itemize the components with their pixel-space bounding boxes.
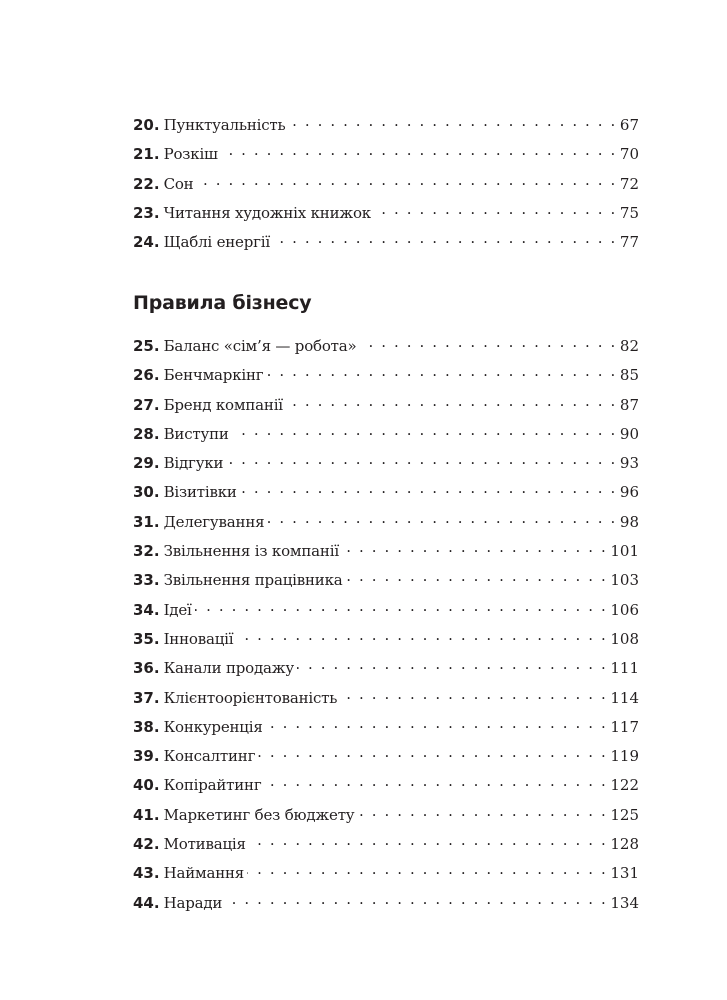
entry-title: Відгуки: [163, 454, 224, 473]
entry-title: Консалтинг: [163, 747, 256, 766]
entry-page-number: 131: [610, 864, 639, 883]
entry-page-number: 85: [619, 366, 639, 385]
entry-number: 42.: [133, 835, 160, 854]
entry-title: Звільнення працівника: [163, 571, 343, 590]
dot-leader: [267, 512, 617, 527]
entry-title: Копірайтинг: [163, 776, 262, 795]
entry-title: Ідеї: [163, 600, 192, 619]
entry-page-number: 125: [610, 805, 639, 824]
toc-entry[interactable]: [133, 629, 639, 658]
dot-leader: [297, 658, 607, 673]
entry-number: 31.: [133, 512, 160, 531]
toc-entry[interactable]: [133, 144, 639, 173]
dot-leader: [266, 365, 616, 380]
entry-number: 21.: [133, 145, 160, 164]
entry-page-number: 111: [610, 659, 639, 678]
dot-leader: [226, 453, 617, 468]
dot-leader: [265, 775, 608, 790]
entry-title: Розкіш: [163, 145, 218, 164]
toc-entry[interactable]: [133, 541, 639, 570]
entry-title: Сон: [163, 174, 194, 193]
entry-number: 23.: [133, 203, 160, 222]
entry-title: Читання художніх книжок: [163, 203, 371, 222]
dot-leader: [249, 834, 608, 849]
entry-page-number: 96: [619, 483, 639, 502]
dot-leader: [340, 688, 607, 703]
entry-title: Бренд компанії: [163, 395, 283, 414]
entry-number: 29.: [133, 454, 160, 473]
dot-leader: [286, 395, 617, 410]
entry-number: 41.: [133, 805, 160, 824]
entry-page-number: 101: [610, 542, 639, 561]
dot-leader: [346, 570, 608, 585]
dot-leader: [240, 482, 617, 497]
toc-list-part1: [133, 115, 639, 261]
entry-page-number: 82: [619, 337, 639, 355]
entry-title: Делегування: [163, 512, 265, 531]
entry-page-number: 106: [610, 600, 639, 619]
dot-leader: [232, 424, 617, 439]
entry-number: 28.: [133, 424, 160, 443]
entry-number: 38.: [133, 717, 160, 736]
toc-entry[interactable]: [133, 717, 639, 746]
dot-leader: [258, 746, 607, 761]
entry-title: Звільнення із компанії: [163, 542, 339, 561]
entry-number: 22.: [133, 174, 160, 193]
dot-leader: [236, 629, 607, 644]
entry-title: Інновації: [163, 629, 234, 648]
toc-entry[interactable]: [133, 863, 639, 892]
entry-title: Наймання: [163, 864, 245, 883]
toc-list-part2: [133, 336, 639, 922]
entry-number: 35.: [133, 629, 160, 648]
entry-title: Пунктуальність: [163, 116, 286, 134]
entry-title: Клієнтоорієнтованість: [163, 688, 338, 707]
entry-page-number: 117: [610, 717, 639, 736]
entry-number: 37.: [133, 688, 160, 707]
toc-entry[interactable]: [133, 336, 639, 365]
dot-leader: [374, 203, 617, 218]
entry-page-number: 87: [619, 395, 639, 414]
entry-page-number: 90: [619, 424, 639, 443]
entry-title: Наради: [163, 893, 223, 912]
entry-page-number: 98: [619, 512, 639, 531]
entry-number: 39.: [133, 747, 160, 766]
entry-number: 26.: [133, 366, 160, 385]
entry-number: 30.: [133, 483, 160, 502]
dot-leader: [342, 541, 607, 556]
entry-title: Щаблі енергії: [163, 233, 270, 252]
entry-title: Баланс «сім’я — робота»: [163, 337, 357, 355]
dot-leader: [273, 232, 617, 247]
entry-number: 36.: [133, 659, 160, 678]
entry-title: Конкуренція: [163, 717, 263, 736]
entry-page-number: 134: [610, 893, 639, 912]
toc-entry[interactable]: [133, 600, 639, 629]
entry-page-number: 128: [610, 835, 639, 854]
toc-entry[interactable]: [133, 570, 639, 599]
dot-leader: [288, 115, 616, 130]
entry-number: 27.: [133, 395, 160, 414]
entry-title: Візитівки: [163, 483, 237, 502]
entry-number: 44.: [133, 893, 160, 912]
toc-entry[interactable]: [133, 893, 639, 922]
toc-entry[interactable]: [133, 746, 639, 775]
toc-entry[interactable]: [133, 365, 639, 394]
toc-entry[interactable]: [133, 453, 639, 482]
toc-entry[interactable]: [133, 174, 639, 203]
entry-title: Маркетинг без бюджету: [163, 805, 355, 824]
toc-entry[interactable]: [133, 688, 639, 717]
entry-page-number: 93: [619, 454, 639, 473]
dot-leader: [360, 336, 617, 351]
toc-entry[interactable]: [133, 395, 639, 424]
toc-entry[interactable]: [133, 512, 639, 541]
toc-entry[interactable]: [133, 115, 639, 144]
entry-page-number: 67: [619, 116, 639, 134]
section-heading: Правила бізнесу: [133, 292, 312, 314]
dot-leader: [357, 805, 607, 820]
toc-entry[interactable]: [133, 203, 639, 232]
entry-number: 24.: [133, 233, 160, 252]
entry-page-number: 122: [610, 776, 639, 795]
toc-entry[interactable]: [133, 775, 639, 804]
dot-leader: [196, 174, 616, 189]
dot-leader: [247, 863, 607, 878]
entry-title: Бенчмаркінг: [163, 366, 264, 385]
dot-leader: [266, 717, 608, 732]
entry-page-number: 77: [619, 233, 639, 252]
entry-number: 33.: [133, 571, 160, 590]
dot-leader: [195, 600, 608, 615]
toc-entry[interactable]: [133, 482, 639, 511]
entry-number: 25.: [133, 337, 160, 355]
entry-number: 20.: [133, 116, 160, 134]
entry-title: Канали продажу: [163, 659, 294, 678]
entry-page-number: 108: [610, 629, 639, 648]
toc-entry[interactable]: [133, 424, 639, 453]
entry-page-number: 119: [610, 747, 639, 766]
entry-number: 34.: [133, 600, 160, 619]
dot-leader: [221, 144, 617, 159]
toc-entry[interactable]: [133, 834, 639, 863]
entry-title: Виступи: [163, 424, 229, 443]
toc-entry[interactable]: [133, 232, 639, 261]
entry-number: 32.: [133, 542, 160, 561]
toc-entry[interactable]: [133, 658, 639, 687]
dot-leader: [225, 893, 607, 908]
entry-number: 43.: [133, 864, 160, 883]
entry-number: 40.: [133, 776, 160, 795]
entry-page-number: 114: [610, 688, 639, 707]
entry-page-number: 75: [619, 203, 639, 222]
entry-page-number: 72: [619, 174, 639, 193]
entry-page-number: 103: [610, 571, 639, 590]
entry-title: Мотивація: [163, 835, 246, 854]
entry-page-number: 70: [619, 145, 639, 164]
toc-entry[interactable]: [133, 805, 639, 834]
